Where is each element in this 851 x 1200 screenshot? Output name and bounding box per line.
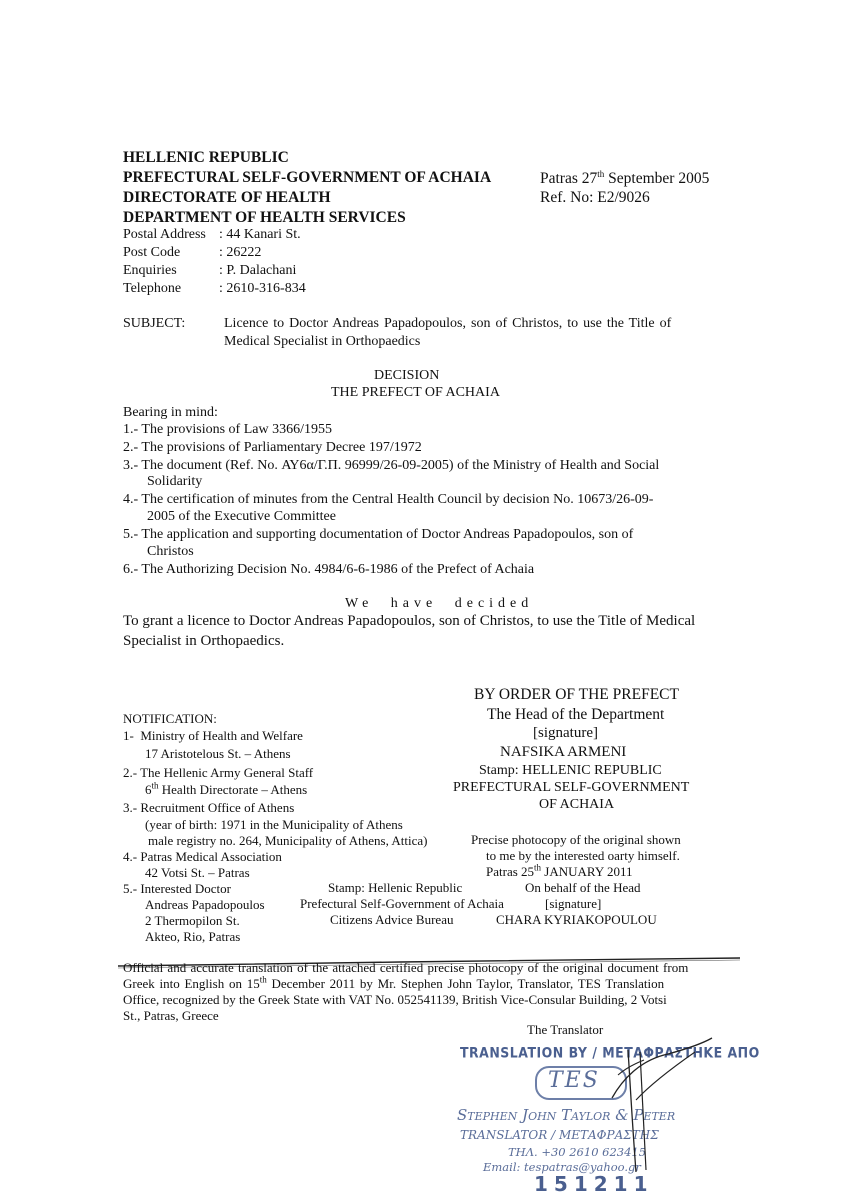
contact-label-postcode: Post Code — [123, 245, 181, 260]
notification-item-1: 1- Ministry of Health and Welfare — [123, 728, 303, 743]
stamp-phone: ΤΗΛ. +30 2610 623415 — [508, 1145, 647, 1159]
order-line-6: PREFECTURAL SELF-GOVERNMENT — [453, 780, 690, 795]
notification-item-5: 5.- Interested Doctor — [123, 881, 231, 896]
order-line-7: OF ACHAIA — [539, 797, 615, 812]
notification-item-5-sub-3: Akteo, Rio, Patras — [145, 929, 241, 944]
certification-name: CHARA KYRIAKOPOULOU — [496, 912, 657, 927]
translation-line-1: Official and accurate translation of the attached certified precise photocopy of the original document from — [123, 960, 689, 975]
certification-date: Patras 25th JANUARY 2011 — [486, 862, 633, 879]
decision-title: DECISION — [374, 368, 440, 383]
header-line-4: DEPARTMENT OF HEALTH SERVICES — [123, 209, 406, 226]
notification-item-4-sub: 42 Votsi St. – Patras — [145, 865, 250, 880]
order-line-5: Stamp: HELLENIC REPUBLIC — [479, 763, 662, 778]
notification-item-1-sub: 17 Aristotelous St. – Athens — [145, 746, 291, 761]
stamp-note-line-2: Prefectural Self-Government of Achaia — [300, 896, 504, 911]
bearing-item-3-cont: Solidarity — [147, 474, 203, 489]
contact-label-telephone: Telephone — [123, 281, 182, 296]
stamp-logo: TES — [548, 1068, 600, 1093]
stamp-note-line-3: Citizens Advice Bureau — [330, 912, 454, 927]
order-line-1: BY ORDER OF THE PREFECT — [474, 686, 679, 703]
bearing-intro: Bearing in mind: — [123, 405, 218, 420]
contact-value-postcode: : 26222 — [219, 245, 262, 260]
decided-heading: We have decided — [345, 596, 534, 611]
translator-label: The Translator — [527, 1022, 604, 1037]
document-date: Patras 27th September 2005 — [540, 168, 710, 187]
notification-item-2-sub: 6th Health Directorate – Athens — [145, 780, 308, 797]
stamp-role: TRANSLATOR / ΜΕΤΑΦΡΑΣΤΗΣ — [460, 1128, 659, 1142]
certification-line-1: Precise photocopy of the original shown — [471, 832, 681, 847]
bearing-item-5: 5.- The application and supporting documentation of Doctor Andreas Papadopoulos, son of — [123, 527, 634, 542]
translation-line-4: St., Patras, Greece — [123, 1008, 219, 1023]
bearing-item-3: 3.- The document (Ref. No. ΑΥ6α/Γ.Π. 96999/26-09-2005) of the Ministry of Health and Social — [123, 458, 660, 473]
contact-value-enquiries: : P. Dalachani — [219, 263, 297, 278]
notification-title: NOTIFICATION: — [123, 711, 217, 726]
notification-item-3-sub-2: male registry no. 264, Municipality of Athens, Attica) — [148, 833, 428, 848]
notification-item-3: 3.- Recruitment Office of Athens — [123, 800, 295, 815]
contact-label-address: Postal Address — [123, 227, 206, 242]
certification-behalf: On behalf of the Head — [525, 880, 641, 895]
certification-line-2: to me by the interested oarty himself. — [486, 848, 680, 863]
bearing-item-2: 2.- The provisions of Parliamentary Decree 197/1972 — [123, 440, 422, 455]
notification-item-2: 2.- The Hellenic Army General Staff — [123, 765, 314, 780]
certification-signature: [signature] — [545, 896, 602, 911]
stamp-email: Email: tespatras@yahoo.gr — [483, 1160, 641, 1174]
subject-line-1: Licence to Doctor Andreas Papadopoulos, son of Christos, to use the Title of — [224, 316, 672, 331]
stamp-name: Stephen John Taylor & Peter — [457, 1106, 676, 1124]
bearing-item-6: 6.- The Authorizing Decision No. 4984/6-6-1986 of the Prefect of Achaia — [123, 562, 535, 577]
notification-item-4: 4.- Patras Medical Association — [123, 849, 282, 864]
stamp-header: TRANSLATION BY / ΜΕΤΑΦΡΑΣΤΗΚΕ ΑΠΟ — [460, 1043, 760, 1062]
header-line-3: DIRECTORATE OF HEALTH — [123, 189, 331, 206]
notification-item-5-sub-1: Andreas Papadopoulos — [145, 897, 265, 912]
contact-label-enquiries: Enquiries — [123, 263, 177, 278]
bearing-item-5-cont: Christos — [147, 544, 194, 559]
header-line-2: PREFECTURAL SELF-GOVERNMENT OF ACHAIA — [123, 169, 492, 186]
contact-value-address: : 44 Kanari St. — [219, 227, 301, 242]
contact-value-telephone: : 2610-316-834 — [219, 281, 306, 296]
bearing-item-1: 1.- The provisions of Law 3366/1955 — [123, 422, 332, 437]
decided-line-2: Specialist in Orthopaedics. — [123, 633, 285, 649]
decided-line-1: To grant a licence to Doctor Andreas Papadopoulos, son of Christos, to use the Title of Medical — [123, 613, 696, 629]
order-line-4: NAFSIKA ARMENI — [500, 744, 627, 760]
order-line-3: [signature] — [533, 725, 598, 741]
subject-line-2: Medical Specialist in Orthopaedics — [224, 334, 421, 349]
bearing-item-4: 4.- The certification of minutes from the Central Health Council by decision No. 10673/26-09- — [123, 492, 654, 507]
translation-line-2: Greek into English on 15th December 2011 by Mr. Stephen John Taylor, Translator, TES Translation — [123, 974, 665, 991]
header-line-1: HELLENIC REPUBLIC — [123, 149, 289, 166]
notification-item-3-sub-1: (year of birth: 1971 in the Municipality of Athens — [145, 817, 403, 832]
stamp-note-line-1: Stamp: Hellenic Republic — [328, 880, 463, 895]
order-line-2: The Head of the Department — [487, 706, 665, 723]
subject-label: SUBJECT: — [123, 316, 186, 331]
bearing-item-4-cont: 2005 of the Executive Committee — [147, 509, 336, 524]
stamp-number: 151211 — [534, 1172, 654, 1196]
decision-subtitle: THE PREFECT OF ACHAIA — [331, 385, 500, 400]
translation-line-3: Office, recognized by the Greek State with VAT No. 052541139, British Vice-Consular Building, 2 Votsi — [123, 992, 667, 1007]
reference-number: Ref. No: E2/9026 — [540, 189, 650, 206]
notification-item-5-sub-2: 2 Thermopilon St. — [145, 913, 240, 928]
